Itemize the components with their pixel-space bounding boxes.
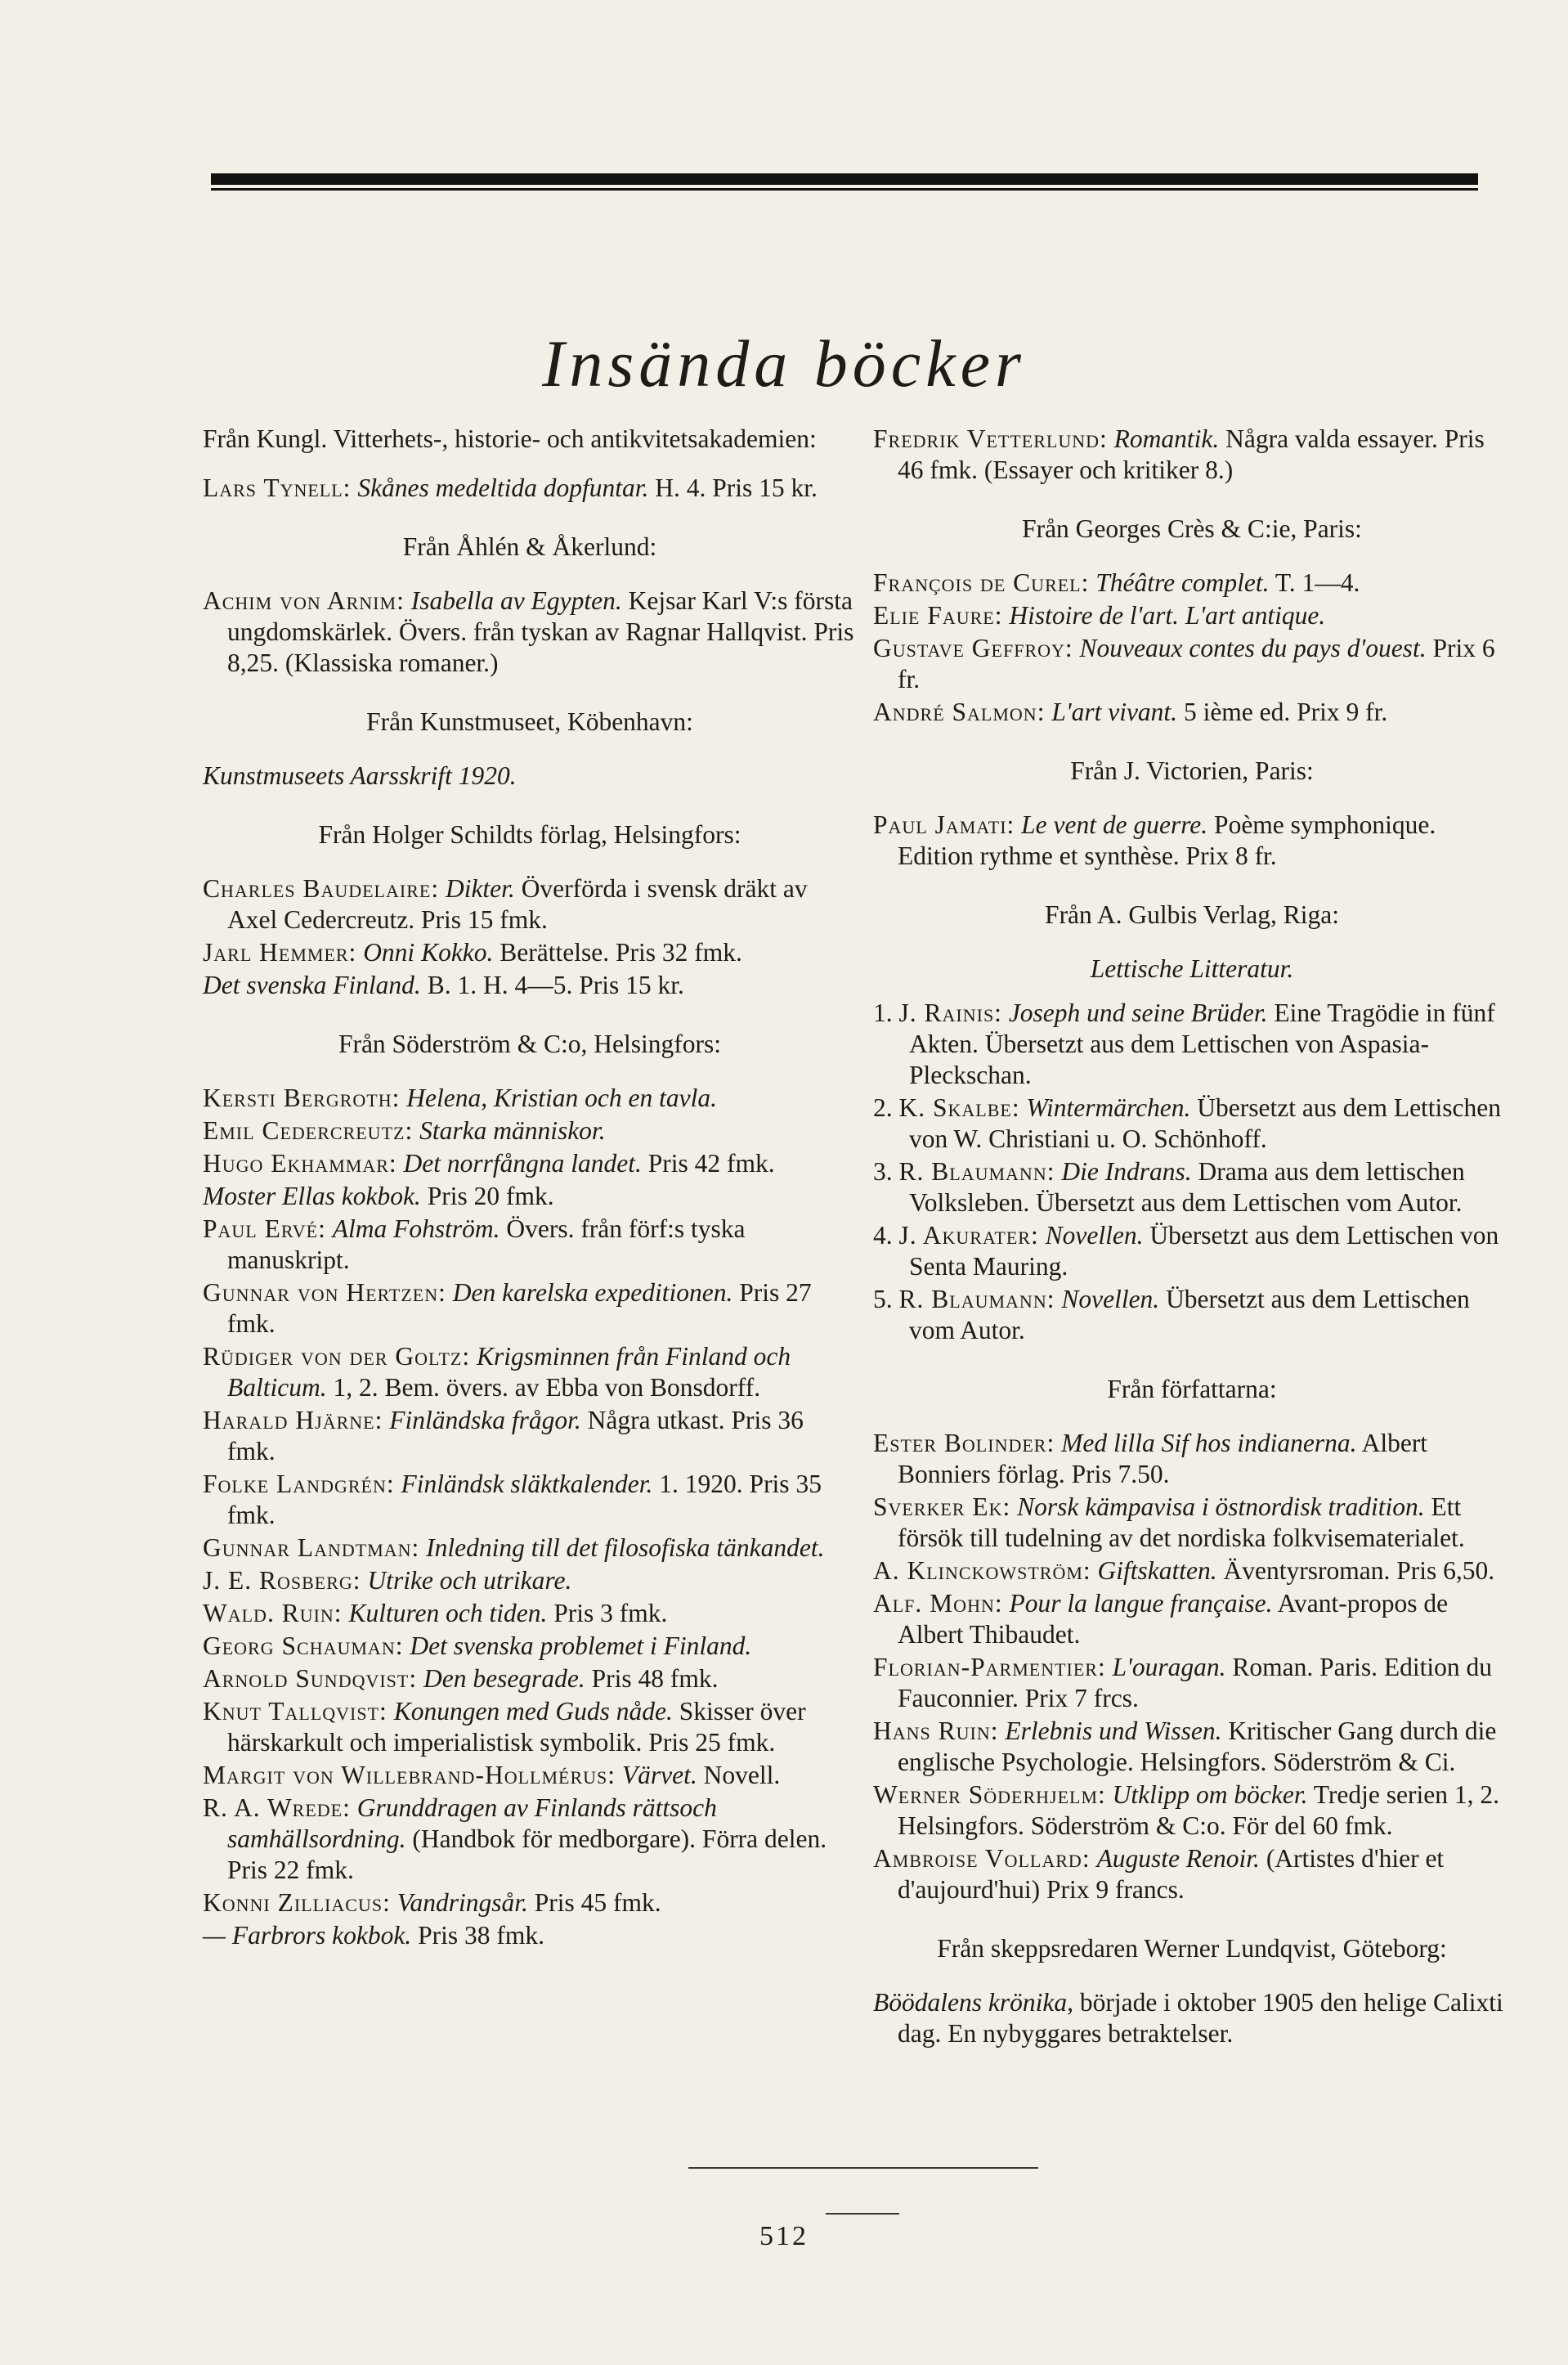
source-heading: Från Georges Crès & C:ie, Paris: xyxy=(1022,514,1362,543)
entry-details: Pris 38 fmk. xyxy=(411,1921,544,1950)
book-entry xyxy=(203,1115,857,1147)
entry-title: L'art vivant. xyxy=(1051,698,1178,726)
right-column xyxy=(873,424,1511,2051)
entry-title: Isabella av Egypten. xyxy=(410,586,622,615)
entry-title: Le vent de guerre. xyxy=(1021,810,1208,839)
entry-author: Sverker Ek: xyxy=(873,1492,1011,1521)
entry-group xyxy=(873,568,1511,728)
entry-details: Prix 6 fr. xyxy=(898,634,1495,693)
entry-author: Rüdiger von der Goltz: xyxy=(203,1342,471,1371)
entry-author: Alf. Mohn: xyxy=(873,1589,1003,1618)
entry-details: T. 1—4. xyxy=(1269,568,1360,597)
entry-author: Charles Baudelaire: xyxy=(203,874,440,903)
entry-author: Achim von Arnim: xyxy=(203,586,405,615)
entry-title: Böödalens krönika, xyxy=(873,1988,1073,2017)
book-entry xyxy=(203,1148,857,1179)
entry-details: Avant-propos de Albert Thibaudet. xyxy=(898,1589,1449,1649)
entry-title: Grunddragen av Finlands rättsoch samhällsordning. xyxy=(227,1793,717,1853)
page-number-rule xyxy=(826,2213,899,2215)
entry-title: Inledning till det filosofiska tänkandet. xyxy=(426,1533,825,1562)
entry-author: Florian-Parmentier: xyxy=(873,1653,1106,1681)
entry-title: Kunstmuseets Aarsskrift 1920. xyxy=(203,761,517,790)
book-entry xyxy=(873,697,1511,728)
source-heading: Från Holger Schildts förlag, Helsingfors: xyxy=(318,820,741,849)
footer-rule xyxy=(688,2167,1038,2169)
book-entry xyxy=(873,1428,1511,1490)
entry-details: Äventyrsroman. Pris 6,50. xyxy=(1216,1556,1495,1585)
entry-title: Moster Ellas kokbok. xyxy=(203,1182,421,1210)
entry-author: R. Blaumann: xyxy=(898,1285,1055,1313)
book-entry xyxy=(873,1284,1511,1346)
entry-title: Auguste Renoir. xyxy=(1096,1844,1260,1873)
book-entry xyxy=(203,473,857,504)
entry-details: Eine Tragödie in fünf Akten. Übersetzt aus dem Lettischen von Aspasia-Pleckschan. xyxy=(909,999,1495,1089)
entry-title: Det svenska Finland. xyxy=(203,971,421,999)
entry-number: 1. xyxy=(873,999,893,1027)
entry-title: Helena, Kristian och en tavla. xyxy=(406,1084,717,1112)
entry-author: Jarl Hemmer: xyxy=(203,938,357,967)
entry-author: Gunnar Landtman: xyxy=(203,1533,420,1562)
book-entry xyxy=(873,1779,1511,1842)
entry-details: Några valda essayer. Pris 46 fmk. (Essayer och kritiker 8.) xyxy=(898,424,1485,484)
entry-number: 4. xyxy=(873,1221,893,1250)
source-heading: Från författarna: xyxy=(1107,1375,1277,1403)
entry-author: Folke Landgrén: xyxy=(203,1470,395,1498)
entry-number: 5. xyxy=(873,1285,893,1313)
entry-group xyxy=(203,1083,857,1951)
entry-title: Giftskatten. xyxy=(1097,1556,1217,1585)
book-entry xyxy=(873,568,1511,599)
entry-title: Histoire de l'art. L'art antique. xyxy=(1009,601,1326,630)
entry-title: Joseph und seine Brüder. xyxy=(1008,999,1268,1027)
entry-group xyxy=(203,761,857,792)
source-heading: Från Åhlén & Åkerlund: xyxy=(402,532,657,561)
book-entry xyxy=(203,937,857,968)
entry-author: Kersti Bergroth: xyxy=(203,1084,401,1112)
entry-title: Die Indrans. xyxy=(1061,1157,1192,1186)
entry-author: Knut Tallqvist: xyxy=(203,1697,388,1726)
entry-author: Fredrik Vetterlund: xyxy=(873,424,1108,453)
entry-details: (Handbok för medborgare). Förra delen. Pris 22 fmk. xyxy=(227,1824,827,1884)
entry-details: Övers. från förf:s tyska manuskript. xyxy=(227,1214,746,1274)
entry-title: Novellen. xyxy=(1061,1285,1160,1313)
entry-title: Finländska frågor. xyxy=(389,1406,581,1434)
book-entry xyxy=(203,1920,857,1951)
book-entry xyxy=(203,1214,857,1276)
book-entry xyxy=(873,1156,1511,1218)
entry-group xyxy=(873,810,1511,872)
entry-author: J. E. Rosberg: xyxy=(203,1566,361,1595)
book-entry xyxy=(873,1716,1511,1778)
book-entry xyxy=(203,1341,857,1403)
entry-title: Novellen. xyxy=(1045,1221,1144,1250)
entry-details: 5 ième ed. Prix 9 fr. xyxy=(1177,698,1388,726)
book-entry xyxy=(203,1793,857,1886)
entry-title: Théâtre complet. xyxy=(1095,568,1270,597)
book-entry xyxy=(873,600,1511,631)
entry-author: Georg Schauman: xyxy=(203,1631,404,1660)
entry-title: Det norrfångna landet. xyxy=(403,1149,642,1178)
entry-author: Werner Söderhjelm: xyxy=(873,1780,1106,1809)
entry-author: Paul Jamati: xyxy=(873,810,1015,839)
book-entry xyxy=(203,1565,857,1596)
entry-title: Romantik. xyxy=(1113,424,1220,453)
entry-title: Den besegrade. xyxy=(423,1664,585,1693)
book-entry xyxy=(203,1277,857,1340)
book-entry xyxy=(203,586,857,679)
entry-author: Gustave Geffroy: xyxy=(873,634,1073,662)
entry-details: Kejsar Karl V:s första ungdomskärlek. Övers. från tyskan av Ragnar Hallqvist. Pris 8,25. (Klassiska romaner.) xyxy=(227,586,854,677)
entry-group xyxy=(203,873,857,1001)
book-entry xyxy=(873,1093,1511,1155)
entry-author: A. Klinckowström: xyxy=(873,1556,1091,1585)
book-entry xyxy=(873,633,1511,695)
book-entry xyxy=(203,970,857,1001)
entry-author: Hugo Ekhammar: xyxy=(203,1149,397,1178)
entry-details: Berättelse. Pris 32 fmk. xyxy=(493,938,742,967)
book-entry xyxy=(873,1652,1511,1714)
entry-details: Übersetzt aus dem Lettischen von W. Christiani u. O. Schönhoff. xyxy=(909,1093,1502,1153)
book-entry xyxy=(873,1220,1511,1282)
entry-author: François de Curel: xyxy=(873,568,1090,597)
entry-author: Hans Ruin: xyxy=(873,1717,999,1745)
entry-author: Gunnar von Hertzen: xyxy=(203,1278,446,1307)
entry-group xyxy=(873,424,1511,486)
source-heading: Från Kungl. Vitterhets-, historie- och antikvitetsakademien: xyxy=(203,424,817,453)
entry-author: K. Skalbe: xyxy=(898,1093,1020,1122)
entry-author: Arnold Sundqvist: xyxy=(203,1664,418,1693)
entry-details: Pris 42 fmk. xyxy=(641,1149,775,1178)
entry-author: Emil Cedercreutz: xyxy=(203,1116,414,1145)
book-entry xyxy=(203,1696,857,1758)
book-entry xyxy=(203,1533,857,1564)
book-entry xyxy=(203,1760,857,1791)
source-heading: Från Söderström & C:o, Helsingfors: xyxy=(338,1030,722,1058)
entry-title: Onni Kokko. xyxy=(363,938,494,967)
entry-details: B. 1. H. 4—5. Pris 15 kr. xyxy=(420,971,684,999)
entry-author: J. Akurater: xyxy=(898,1221,1039,1250)
left-column xyxy=(203,424,857,1953)
entry-title: Konungen med Guds nåde. xyxy=(393,1697,673,1726)
book-entry xyxy=(203,1631,857,1662)
book-entry xyxy=(873,1555,1511,1586)
entry-title: Starka människor. xyxy=(419,1116,606,1145)
entry-details: Ett försök till tudelning av det nordiska folkvisematerialet. xyxy=(898,1492,1465,1552)
book-entry xyxy=(203,1405,857,1467)
entry-author: Lars Tynell: xyxy=(203,473,352,502)
header-rule xyxy=(211,173,1478,191)
entry-details: H. 4. Pris 15 kr. xyxy=(648,473,818,502)
entry-title: Med lilla Sif hos indianerna. xyxy=(1061,1429,1357,1457)
entry-details: Kritischer Gang durch die englische Psychologie. Helsingfors. Söderström & Ci. xyxy=(898,1717,1497,1776)
book-entry xyxy=(203,1469,857,1531)
entry-author: Wald. Ruin: xyxy=(203,1599,343,1627)
entry-details: Några utkast. Pris 36 fmk. xyxy=(227,1406,804,1465)
entry-title: Pour la langue française. xyxy=(1009,1589,1273,1618)
source-heading: Från J. Victorien, Paris: xyxy=(1070,756,1314,785)
entry-title: — Farbrors kokbok. xyxy=(203,1921,412,1950)
entry-title: L'ouragan. xyxy=(1112,1653,1226,1681)
entry-title: Utklipp om böcker. xyxy=(1112,1780,1308,1809)
entry-title: Kulturen och tiden. xyxy=(348,1599,548,1627)
book-entry xyxy=(203,1598,857,1629)
entry-title: Alma Fohström. xyxy=(332,1214,500,1243)
book-entry xyxy=(203,1887,857,1918)
book-entry xyxy=(873,1492,1511,1554)
series-heading: Lettische Litteratur. xyxy=(1090,954,1294,983)
entry-details: Übersetzt aus dem Lettischen von Senta Mauring. xyxy=(909,1221,1499,1281)
entry-title: Erlebnis und Wissen. xyxy=(1005,1717,1222,1745)
book-entry xyxy=(873,1987,1511,2049)
entry-details: 1, 2. Bem. övers. av Ebba von Bonsdorff. xyxy=(326,1373,761,1402)
entry-details: (Artistes d'hier et d'aujourd'hui) Prix 9 francs. xyxy=(898,1844,1445,1904)
entry-title: Finländsk släktkalender. xyxy=(401,1470,653,1498)
entry-details: Pris 45 fmk. xyxy=(527,1888,661,1917)
entry-title: Dikter. xyxy=(445,874,515,903)
entry-author: Konni Zilliacus: xyxy=(203,1888,391,1917)
book-entry xyxy=(873,1843,1511,1905)
book-entry xyxy=(873,424,1511,486)
entry-number: 2. xyxy=(873,1093,893,1122)
entry-group xyxy=(873,1428,1511,1905)
entry-title: Vandringsår. xyxy=(396,1888,528,1917)
entry-details: Pris 20 fmk. xyxy=(420,1182,554,1210)
book-entry xyxy=(203,1181,857,1212)
entry-title: Wintermärchen. xyxy=(1026,1093,1191,1122)
entry-author: André Salmon: xyxy=(873,698,1046,726)
entry-title: Utrike och utrikare. xyxy=(367,1566,572,1595)
entry-author: R. A. Wrede: xyxy=(203,1793,351,1822)
entry-author: Paul Ervé: xyxy=(203,1214,326,1243)
entry-details: började i oktober 1905 den helige Calixti dag. En nybyggares betraktelser. xyxy=(898,1988,1503,2048)
book-entry xyxy=(203,873,857,936)
entry-details: Drama aus dem lettischen Volksleben. Übersetzt aus dem Lettischen vom Autor. xyxy=(909,1157,1465,1217)
entry-group xyxy=(203,586,857,679)
source-heading: Från A. Gulbis Verlag, Riga: xyxy=(1045,900,1339,929)
entry-details: Poème symphonique. Edition rythme et synthèse. Prix 8 fr. xyxy=(898,810,1436,870)
entry-details: Överförda i svensk dräkt av Axel Cedercreutz. Pris 15 fmk. xyxy=(227,874,808,934)
book-entry xyxy=(203,1083,857,1114)
entry-title: Värvet. xyxy=(621,1761,697,1789)
entry-title: Skånes medeltida dopfuntar. xyxy=(357,473,649,502)
entry-author: Ester Bolinder: xyxy=(873,1429,1055,1457)
page-title: Insända böcker xyxy=(542,326,1026,401)
entry-author: Elie Faure: xyxy=(873,601,1003,630)
entry-group xyxy=(203,473,857,504)
entry-title: Den karelska expeditionen. xyxy=(452,1278,733,1307)
entry-author: J. Rainis: xyxy=(898,999,1002,1027)
book-entry xyxy=(873,1588,1511,1650)
entry-title: Krigsminnen från Finland och Balticum. xyxy=(227,1342,791,1402)
entry-author: Ambroise Vollard: xyxy=(873,1844,1091,1873)
entry-title: Det svenska problemet i Finland. xyxy=(410,1631,752,1660)
book-entry xyxy=(203,1663,857,1694)
entry-details: 1. 1920. Pris 35 fmk. xyxy=(227,1470,822,1529)
page-number: 512 xyxy=(759,2221,809,2251)
entry-details: Albert Bonniers förlag. Pris 7.50. xyxy=(898,1429,1428,1488)
entry-title: Norsk kämpavisa i östnordisk tradition. xyxy=(1017,1492,1425,1521)
entry-author: R. Blaumann: xyxy=(898,1157,1055,1186)
entry-details: Pris 3 fmk. xyxy=(547,1599,668,1627)
entry-title: Nouveaux contes du pays d'ouest. xyxy=(1079,634,1427,662)
entry-details: Skisser över härskarkult och imperialistisk symbolik. Pris 25 fmk. xyxy=(227,1697,806,1757)
entry-details: Roman. Paris. Edition du Fauconnier. Prix 7 frcs. xyxy=(898,1653,1492,1712)
entry-number: 3. xyxy=(873,1157,893,1186)
source-heading: Från Kunstmuseet, Köbenhavn: xyxy=(366,707,693,736)
entry-details: Tredje serien 1, 2. Helsingfors. Söderström & C:o. För del 60 fmk. xyxy=(898,1780,1499,1840)
book-entry xyxy=(203,761,857,792)
entry-group xyxy=(873,1987,1511,2049)
book-entry xyxy=(873,810,1511,872)
entry-group xyxy=(873,998,1511,1346)
book-entry xyxy=(873,998,1511,1091)
entry-author: Margit von Willebrand-Hollmérus: xyxy=(203,1761,616,1789)
entry-details: Pris 48 fmk. xyxy=(585,1664,719,1693)
entry-details: Novell. xyxy=(697,1761,781,1789)
entry-details: Pris 27 fmk. xyxy=(227,1278,812,1338)
source-heading: Från skeppsredaren Werner Lundqvist, Göteborg: xyxy=(937,1934,1447,1963)
entry-details: Übersetzt aus dem Lettischen vom Autor. xyxy=(909,1285,1470,1344)
entry-author: Harald Hjärne: xyxy=(203,1406,383,1434)
